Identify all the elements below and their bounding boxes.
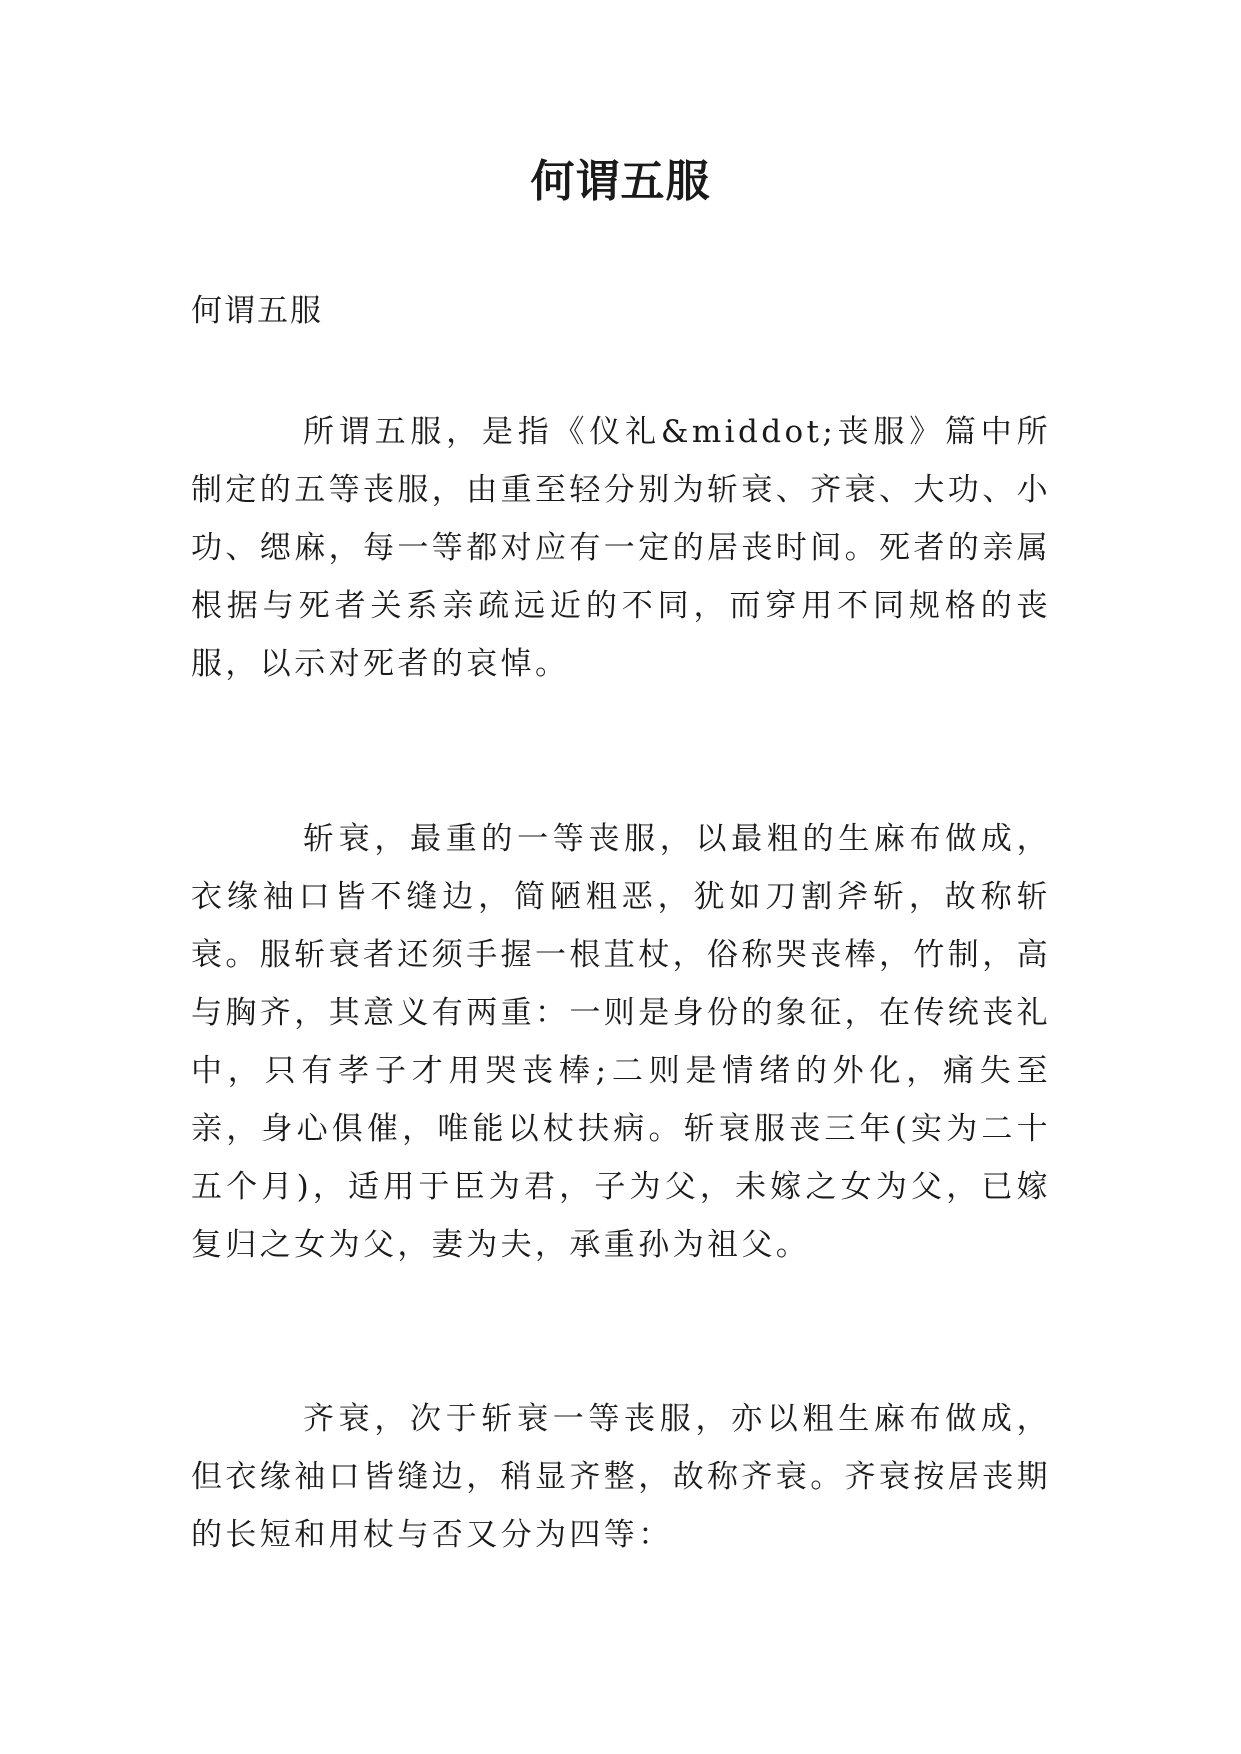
paragraph-zicui: 齐衰，次于斩衰一等丧服，亦以粗生麻布做成，但衣缘袖口皆缝边，稍显齐整，故称齐衰。齐衰按居丧期的长短和用杖与否又分为四等： bbox=[191, 1401, 1051, 1553]
paragraph-intro: 所谓五服，是指《仪礼&middot;丧服》篇中所制定的五等丧服，由重至轻分别为斩衰、齐衰、大功、小功、缌麻，每一等都对应有一定的居丧时间。死者的亲属根据与死者关系亲疏远近的不同，而穿用不同规格的丧服，以示对死者的哀悼。 bbox=[191, 414, 1051, 682]
document-subtitle: 何谓五服 bbox=[191, 293, 323, 329]
paragraph-zhancui: 斩衰，最重的一等丧服，以最粗的生麻布做成，衣缘袖口皆不缝边，简陋粗恶，犹如刀割斧斩，故称斩衰。服斩衰者还须手握一根苴杖，俗称哭丧棒，竹制，高与胸齐，其意义有两重：一则是身份的象征，在传统丧礼中，只有孝子才用哭丧棒;二则是情绪的外化，痛失至亲，身心俱催，唯能以杖扶病。斩衰服丧三年(实为二十五个月)，适用于臣为君，子为父，未嫁之女为父，已嫁复归之女为父，妻为夫，承重孙为祖父。 bbox=[191, 821, 1051, 1263]
document-title: 何谓五服 bbox=[530, 156, 711, 207]
